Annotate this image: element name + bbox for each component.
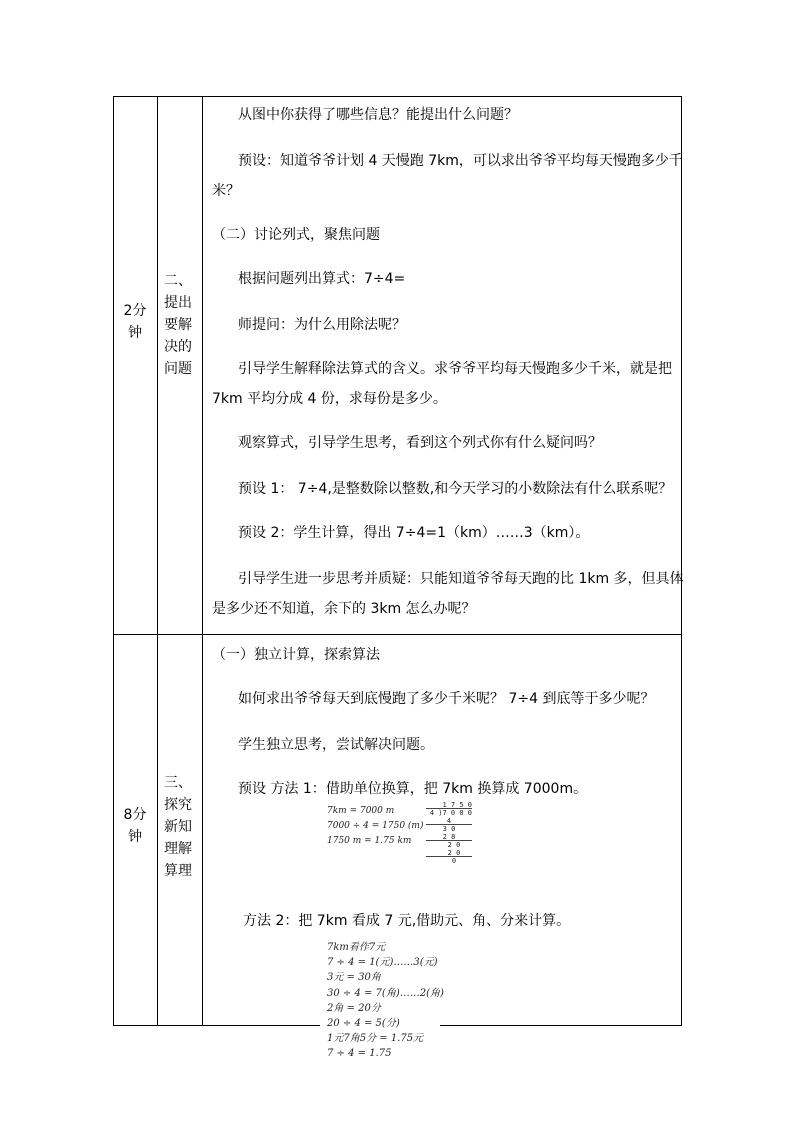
content-line: 方法 2：把 7km 看成 7 元,借助元、角、分来计算。 bbox=[243, 913, 571, 929]
content-line: 预设：知道爷爷计划 4 天慢跑 7km，可以求出爷爷平均每天慢跑多少千 bbox=[238, 153, 683, 169]
column-divider-time bbox=[157, 96, 158, 1026]
stage-cell-row-2 bbox=[164, 772, 198, 882]
content-line: 引导学生解释除法算式的含义。求爷爷平均每天慢跑多少千米，就是把 bbox=[238, 361, 672, 377]
stage-text: 算理 bbox=[164, 863, 192, 879]
column-divider-stage bbox=[202, 96, 203, 1026]
work-line: 7km = 7000 m bbox=[327, 806, 395, 816]
lesson-plan-table bbox=[113, 96, 682, 1026]
content-line: 预设 方法 1：借助单位换算，把 7km 换算成 7000m。 bbox=[238, 781, 588, 797]
content-line: 师提问：为什么用除法呢？ bbox=[238, 317, 406, 333]
content-line: 从图中你获得了哪些信息？能提出什么问题？ bbox=[238, 107, 518, 123]
work-line: 3元 = 30角 bbox=[327, 972, 381, 984]
row-divider bbox=[113, 634, 682, 635]
division-line: 4 )7 0 0 0 bbox=[429, 809, 472, 817]
content-line: 预设 2：学生计算，得出 7÷4=1（km）……3（km）。 bbox=[238, 525, 590, 541]
stage-text: 决的 bbox=[164, 339, 192, 355]
content-line: 观察算式，引导学生思考，看到这个列式你有什么疑问吗？ bbox=[238, 435, 602, 451]
stage-cell-row-1 bbox=[164, 270, 198, 380]
content-line: 米？ bbox=[212, 183, 240, 199]
division-line: 0 bbox=[451, 857, 457, 865]
division-line: 3 0 bbox=[442, 825, 456, 833]
content-line: 学生独立思考，尝试解决问题。 bbox=[238, 737, 434, 753]
division-line: 2 0 bbox=[447, 841, 461, 849]
time-text: 8分 bbox=[123, 807, 147, 823]
method1-conversion-work bbox=[327, 804, 423, 850]
time-cell-row-2 bbox=[114, 804, 156, 848]
section-heading: （二）讨论列式，聚焦问题 bbox=[212, 227, 380, 243]
content-line: 根据问题列出算式：7÷4= bbox=[238, 271, 406, 287]
time-cell-row-1 bbox=[114, 300, 156, 344]
work-line: 7000 ÷ 4 = 1750 (m) bbox=[327, 821, 424, 832]
division-line: 2 8 bbox=[426, 833, 472, 841]
stage-text: 三、 bbox=[164, 775, 192, 791]
content-line: 预设 1： 7÷4,是整数除以整数,和今天学习的小数除法有什么联系呢？ bbox=[238, 481, 673, 497]
method1-long-division bbox=[426, 801, 472, 865]
work-line: 2角 = 20分 bbox=[327, 1002, 381, 1014]
stage-text: 问题 bbox=[164, 361, 192, 377]
time-text: 2分 bbox=[123, 303, 147, 319]
stage-text: 二、 bbox=[164, 273, 192, 289]
method2-money-work bbox=[327, 940, 444, 1062]
time-text: 钟 bbox=[128, 325, 142, 341]
work-line: 7 ÷ 4 = 1.75 bbox=[327, 1048, 392, 1060]
stage-text: 理解 bbox=[164, 841, 192, 857]
content-line: 如何求出爷爷每天到底慢跑了多少千米呢？ 7÷4 到底等于多少呢？ bbox=[238, 691, 655, 707]
stage-text: 新知 bbox=[164, 819, 192, 835]
work-line: 1750 m = 1.75 km bbox=[327, 836, 412, 847]
time-text: 钟 bbox=[128, 829, 142, 845]
division-line: 1 7 5 0 bbox=[426, 801, 472, 809]
content-line: 7km 平均分成 4 份，求每份是多少。 bbox=[212, 391, 447, 407]
work-line: 30 ÷ 4 = 7(角)……2(角) bbox=[327, 987, 444, 999]
work-line: 7 ÷ 4 = 1(元)……3(元) bbox=[327, 957, 438, 969]
division-line: 4 bbox=[426, 817, 472, 825]
stage-text: 要解 bbox=[164, 317, 192, 333]
work-line: 1元7角5分 = 1.75元 bbox=[327, 1033, 424, 1045]
content-line: 引导学生进一步思考并质疑：只能知道爷爷每天跑的比 1km 多，但具体 bbox=[238, 571, 684, 587]
section-heading: （一）独立计算，探索算法 bbox=[212, 647, 380, 663]
work-line: 20 ÷ 4 = 5(分) bbox=[327, 1017, 400, 1029]
stage-text: 探究 bbox=[164, 797, 192, 813]
work-line: 7km看作7元 bbox=[327, 942, 386, 953]
stage-text: 提出 bbox=[164, 295, 192, 311]
division-line: 2 0 bbox=[426, 849, 472, 857]
content-line: 是多少还不知道，余下的 3km 怎么办呢？ bbox=[212, 601, 476, 617]
